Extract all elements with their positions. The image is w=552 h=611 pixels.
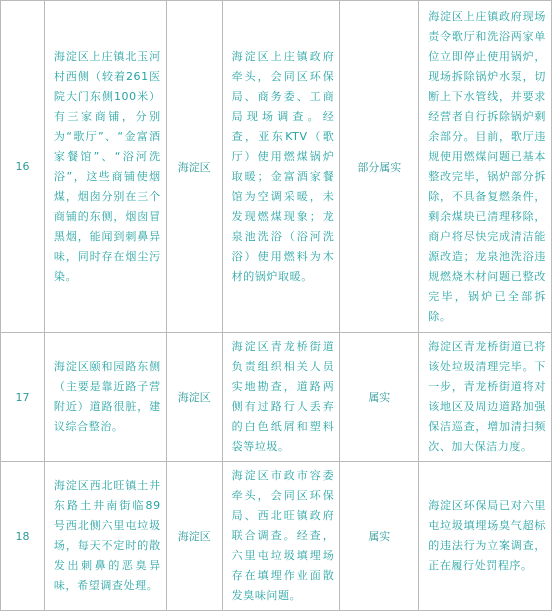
row-number: 18 (1, 462, 45, 611)
investigation-result: 海淀区青龙桥街道负责组织相关人员实地勘查，道路两侧有过路行人丢弃的白色纸屑和塑料袋等垃圾。 (222, 333, 340, 462)
complaint-content: 海淀区颐和园路东侧（主要是靠近路子营附近）道路很脏，建议综合整治。 (44, 333, 166, 462)
district: 海淀区 (166, 333, 222, 462)
verdict: 部分属实 (340, 1, 419, 333)
district: 海淀区 (166, 462, 222, 611)
table-row (1, 1, 552, 333)
investigation-result: 海淀区市政市容委牵头，会同区环保局、西北旺镇政府联合调查。经查，六里屯垃圾填埋场存在填埋作业面散发臭味问题。 (222, 462, 340, 611)
table-row (1, 462, 552, 611)
row-number: 16 (1, 1, 45, 333)
investigation-result: 海淀区上庄镇政府牵头，会同区环保局、商务委、工商局现场调查。经查，亚东KTV（歌厅）使用燃煤锅炉取暖；金富酒家餐馆为空调采暖，未发现燃煤现象；龙泉池洗浴（浴河洗浴）使用燃料为木材的锅炉取暖。 (222, 1, 340, 333)
complaint-content: 海淀区上庄镇北玉河村西侧（较着261医院大门东侧100米）有三家商铺，分别为“歌厅”、“金富酒家餐馆”、“浴河洗浴”，这些商铺使烟煤，烟囱分别在三个商铺的东侧，烟囱冒黑烟，能闻到刺鼻异味，同时存在烟尘污染。 (44, 1, 166, 333)
verdict: 属实 (340, 462, 419, 611)
verdict: 属实 (340, 333, 419, 462)
handling-result: 海淀区环保局已对六里屯垃圾填埋场臭气超标的违法行为立案调查，正在履行处罚程序。 (419, 462, 552, 611)
handling-result: 海淀区上庄镇政府现场责令歌厅和洗浴两家单位立即停止使用锅炉，现场拆除锅炉水泵，切断上下水管线，并要求经营者自行拆除锅炉剩余部分。目前，歌厅违规使用燃煤问题已基本整改完毕，锅炉部分拆除，不具备复燃条件，剩余煤块已清理移除，商户将尽快完成清洁能源改造；龙泉池洗浴违规燃烧木材问题已整改完毕，锅炉已全部拆除。 (419, 1, 552, 333)
row-number: 17 (1, 333, 45, 462)
handling-result: 海淀区青龙桥街道已将该处垃圾清理完毕。下一步，青龙桥街道将对该地区及周边道路加强保洁巡查，增加清扫频次、加大保洁力度。 (419, 333, 552, 462)
district: 海淀区 (166, 1, 222, 333)
table-row (1, 333, 552, 462)
complaint-content: 海淀区西北旺镇土井东路土井南街临89号西北侧六里屯垃圾场，每天不定时的散发出刺鼻的恶臭异味，希望调查处理。 (44, 462, 166, 611)
